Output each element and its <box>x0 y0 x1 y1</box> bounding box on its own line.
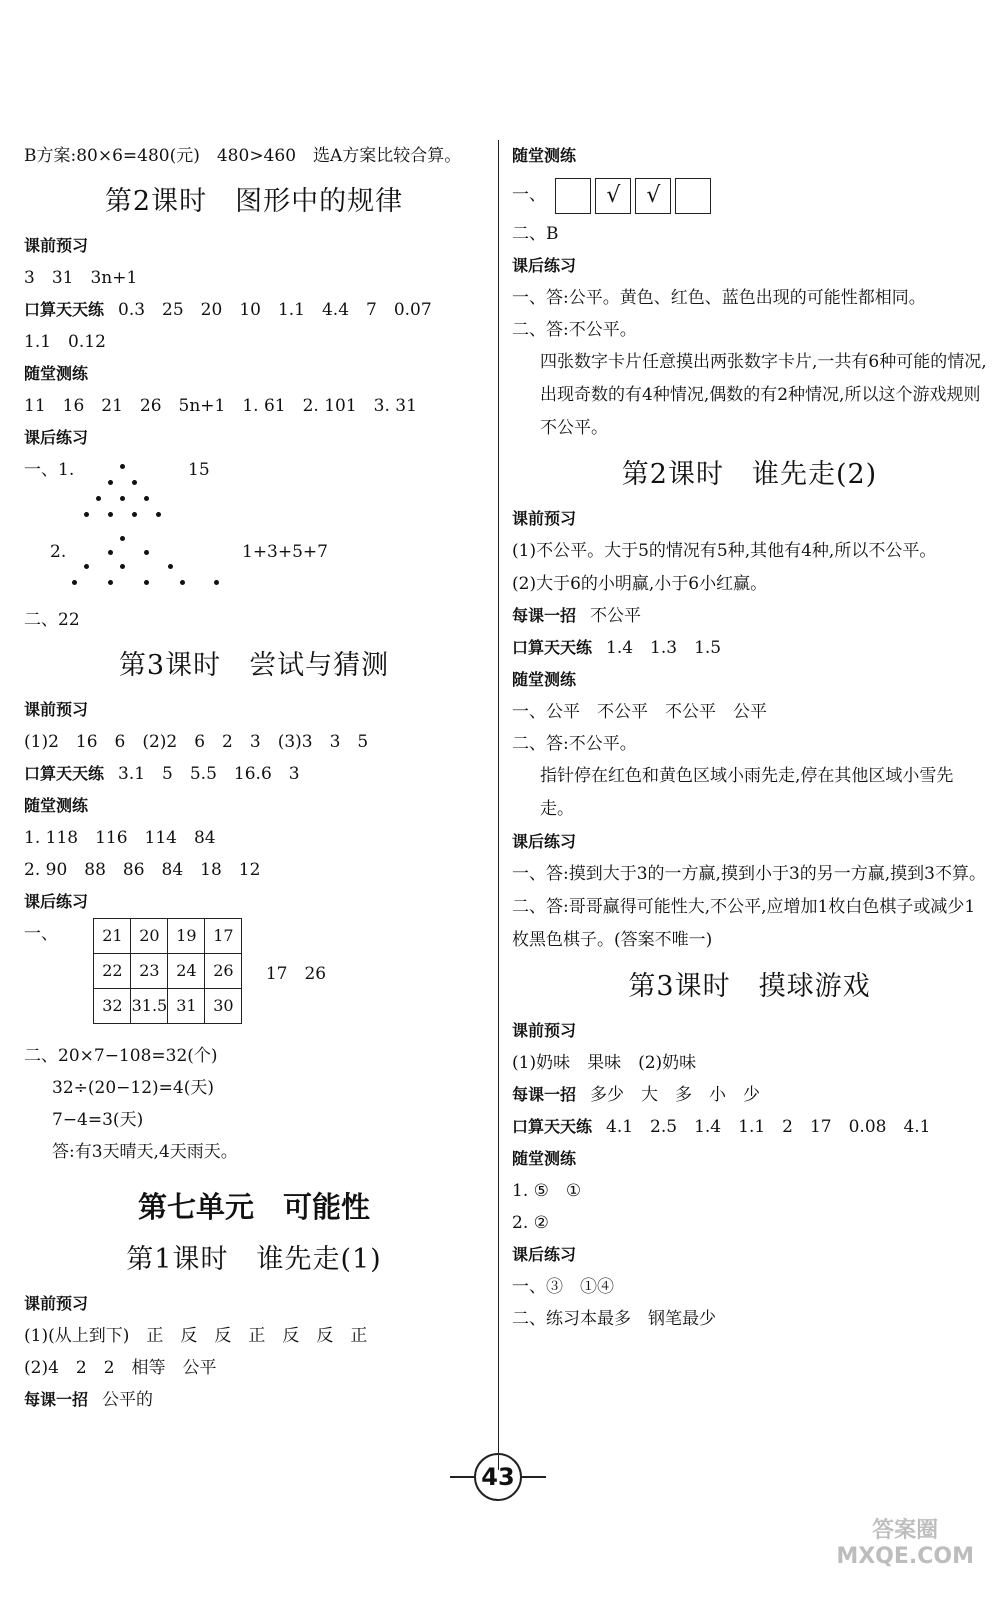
pre-study-label: 课前预习 <box>24 700 89 719</box>
answer-box: √ <box>595 178 631 214</box>
daily-tip-answer: 多少 大 多 小 少 <box>590 1085 761 1105</box>
grid-answer: 17 26 <box>265 964 327 984</box>
ornament-right <box>522 1476 546 1478</box>
after-class-label: 课后练习 <box>24 428 89 447</box>
page-number: 43 <box>474 1453 522 1501</box>
lesson3-title: 第3课时 摸球游戏 <box>628 971 871 1002</box>
after-class-answer-2-detail: 四张数字卡片任意摸出两张数字卡片,一共有6种可能的情况,出现奇数的有4种情况,偶数的有2种情况,所以这个游戏规则不公平。 <box>540 352 987 438</box>
class-test-label: 随堂测练 <box>512 146 577 165</box>
grid-cell: 21 <box>94 919 131 954</box>
mental-math-answers: 0.3 25 20 10 1.1 4.4 7 0.07 <box>118 300 432 320</box>
mental-math-line <box>512 632 987 664</box>
mental-math-answers: 1.4 1.3 1.5 <box>606 638 722 658</box>
pre-study-answer-1: (1)不公平。大于5的情况有5种,其他有4种,所以不公平。 <box>512 541 937 561</box>
mental-math-line <box>24 758 484 790</box>
class-test-answer-2-detail: 指针停在红色和黄色区域小雨先走,停在其他区域小雪先走。 <box>540 766 954 819</box>
page-number-badge <box>448 1452 548 1502</box>
after-class-answer-2-step: 32÷(20−12)=4(天) <box>52 1078 214 1098</box>
after-class-answer-2-conclusion: 答:有3天晴天,4天雨天。 <box>52 1142 238 1162</box>
dot-question-1-label: 一、1. <box>24 460 75 480</box>
intro-line: B方案:80×6=480(元) 480>460 选A方案比较合算。 <box>24 146 462 166</box>
ornament-left <box>450 1476 474 1478</box>
after-class-answer-2: 二、22 <box>24 610 80 630</box>
site-watermark <box>836 1518 974 1570</box>
lesson2-title: 第2课时 图形中的规律 <box>104 186 404 217</box>
daily-tip-line <box>512 1079 987 1111</box>
pre-study-label: 课前预习 <box>24 1294 89 1313</box>
after-class-answer-2: 二、答:哥哥赢得可能性大,不公平,应增加1枚白色棋子或减少1枚黑色棋子。(答案不唯一) <box>512 897 976 950</box>
mental-math-label: 口算天天练 <box>512 638 593 657</box>
class-test-answer-1: 1. ⑤ ① <box>512 1181 582 1201</box>
pre-study-label: 课前预习 <box>24 236 89 255</box>
after-class-answer-2: 二、答:不公平。 <box>512 320 637 340</box>
lesson1-title: 第1课时 谁先走(1) <box>126 1244 382 1275</box>
after-class-answer-1: 一、③ ①④ <box>512 1277 614 1297</box>
grid-question-label: 一、 <box>24 924 58 944</box>
dot-triangle-figure <box>64 464 234 594</box>
grid-row <box>94 954 242 989</box>
mental-math-answers: 3.1 5 5.5 16.6 3 <box>118 764 300 784</box>
pre-study-answer: 3 31 3n+1 <box>24 268 138 288</box>
mental-math-answers: 4.1 2.5 1.4 1.1 2 17 0.08 4.1 <box>606 1117 931 1137</box>
check-boxes-label: 一、 <box>512 185 546 205</box>
daily-tip-answer: 不公平 <box>590 606 642 626</box>
grid-cell: 31 <box>168 989 205 1024</box>
after-class-answer-2: 二、练习本最多 钢笔最少 <box>512 1309 716 1329</box>
check-boxes-question <box>512 172 987 218</box>
lesson3-title: 第3课时 尝试与猜测 <box>118 650 390 681</box>
daily-tip-label: 每课一招 <box>512 606 577 625</box>
dot-question-2-answer: 1+3+5+7 <box>242 542 328 562</box>
grid-cell: 30 <box>205 989 242 1024</box>
dot-pattern-area <box>24 454 484 604</box>
daily-tip-line <box>512 600 987 632</box>
after-class-answer-1: 一、答:公平。黄色、红色、蓝色出现的可能性都相同。 <box>512 288 926 308</box>
dot-question-2-label: 2. <box>50 542 67 562</box>
mental-math-line <box>24 294 484 326</box>
mental-math-answers-2: 1.1 0.12 <box>24 332 106 352</box>
class-test-answer-1: 一、公平 不公平 不公平 公平 <box>512 702 767 722</box>
class-test-label: 随堂测练 <box>24 796 89 815</box>
pre-study-answer-1: (1)(从上到下) 正 反 反 正 反 反 正 <box>24 1326 368 1346</box>
after-class-answer-2-step: 7−4=3(天) <box>52 1110 144 1130</box>
class-test-answer-2: 二、答:不公平。 <box>512 734 637 754</box>
class-test-label: 随堂测练 <box>512 1149 577 1168</box>
answer-box <box>555 178 591 214</box>
grid-cell: 20 <box>131 919 168 954</box>
mental-math-line <box>512 1111 987 1143</box>
mental-math-label: 口算天天练 <box>24 764 105 783</box>
after-class-label: 课后练习 <box>512 1245 577 1264</box>
after-class-answer-1: 一、答:摸到大于3的一方赢,摸到小于3的另一方赢,摸到3不算。 <box>512 864 986 884</box>
grid-cell: 24 <box>168 954 205 989</box>
after-class-answer-2: 二、20×7−108=32(个) <box>24 1046 218 1066</box>
class-test-answer-2: 2. 90 88 86 84 18 12 <box>24 860 261 880</box>
dot-question-1-answer: 15 <box>188 460 210 480</box>
number-grid <box>93 918 242 1024</box>
after-class-label: 课后练习 <box>512 832 577 851</box>
grid-cell: 31.5 <box>131 989 168 1024</box>
watermark-url: MXQE.COM <box>836 1544 974 1569</box>
pre-study-answer-2: (2)4 2 2 相等 公平 <box>24 1358 217 1378</box>
class-test-label: 随堂测练 <box>24 364 89 383</box>
pre-study-answer: (1)2 16 6 (2)2 6 2 3 (3)3 3 5 <box>24 732 369 752</box>
after-class-label: 课后练习 <box>24 892 89 911</box>
class-test-answers: 11 16 21 26 5n+1 1. 61 2. 101 3. 31 <box>24 396 417 416</box>
after-class-label: 课后练习 <box>512 256 577 275</box>
daily-tip-label: 每课一招 <box>512 1085 577 1104</box>
left-column <box>24 140 484 1416</box>
pre-study-label: 课前预习 <box>512 1021 577 1040</box>
grid-row <box>94 989 242 1024</box>
answer-box <box>675 178 711 214</box>
answer-box: √ <box>635 178 671 214</box>
mental-math-label: 口算天天练 <box>512 1117 593 1136</box>
daily-tip-line <box>24 1384 484 1416</box>
grid-question <box>24 918 484 1040</box>
grid-cell: 23 <box>131 954 168 989</box>
pre-study-answer: (1)奶味 果味 (2)奶味 <box>512 1053 697 1073</box>
daily-tip-label: 每课一招 <box>24 1390 89 1409</box>
grid-cell: 22 <box>94 954 131 989</box>
column-divider <box>498 140 499 1470</box>
watermark-logo-text: 答案圈 <box>872 1518 939 1543</box>
check-boxes <box>555 178 711 214</box>
pre-study-answer-2: (2)大于6的小明赢,小于6小红赢。 <box>512 574 768 594</box>
right-column <box>512 140 987 1335</box>
grid-cell: 26 <box>205 954 242 989</box>
mental-math-label: 口算天天练 <box>24 300 105 319</box>
lesson2-title: 第2课时 谁先走(2) <box>621 459 878 490</box>
class-test-answer-2: 二、B <box>512 224 559 244</box>
class-test-answer-1: 1. 118 116 114 84 <box>24 828 216 848</box>
class-test-label: 随堂测练 <box>512 670 577 689</box>
unit7-title: 第七单元 可能性 <box>137 1190 370 1224</box>
grid-cell: 17 <box>205 919 242 954</box>
grid-row <box>94 919 242 954</box>
grid-cell: 32 <box>94 989 131 1024</box>
pre-study-label: 课前预习 <box>512 509 577 528</box>
grid-cell: 19 <box>168 919 205 954</box>
class-test-answer-2: 2. ② <box>512 1213 549 1233</box>
daily-tip-answer: 公平的 <box>102 1390 154 1410</box>
